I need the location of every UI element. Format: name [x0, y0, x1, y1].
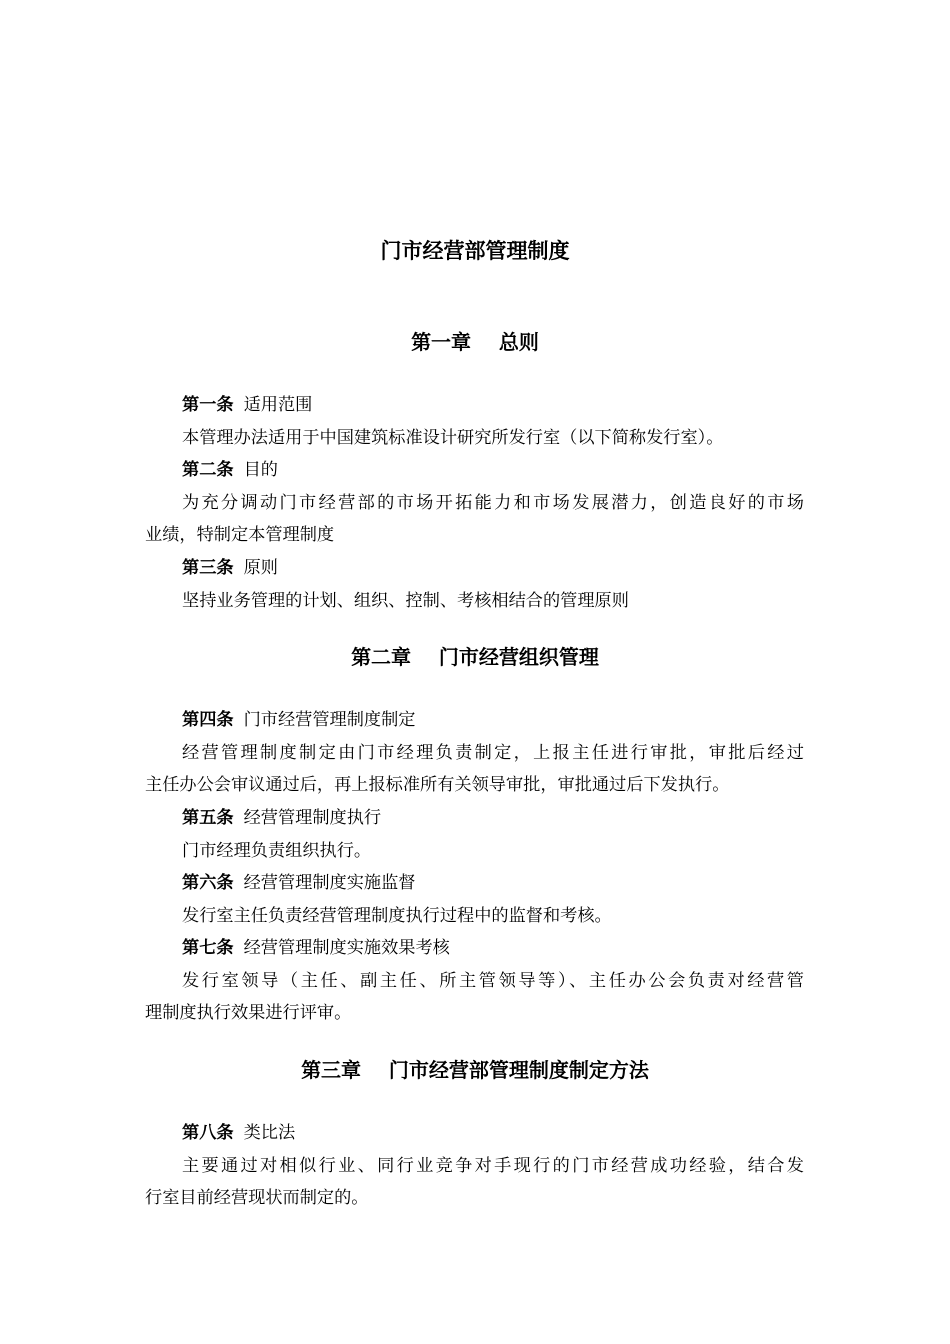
- article-name: 经营管理制度实施效果考核: [243, 938, 450, 958]
- chapter-heading: 第三章 门市经营部管理制度制定方法: [301, 1058, 649, 1082]
- article-number: 第七条: [182, 938, 234, 958]
- article-number: 第三条: [182, 558, 234, 578]
- article-body-line: 发行室领导（主任、副主任、所主管领导等）、主任办公会负责对经营管: [182, 971, 804, 991]
- document-title: 门市经营部管理制度: [380, 239, 570, 263]
- article-name: 目的: [243, 460, 278, 480]
- article-name: 经营管理制度实施监督: [243, 873, 416, 893]
- article-heading: [182, 1120, 862, 1146]
- article-heading: [182, 870, 862, 896]
- article-body-line: 为充分调动门市经营部的市场开拓能力和市场发展潜力，创造良好的市场: [182, 493, 804, 513]
- article-body-line: 坚持业务管理的计划、组织、控制、考核相结合的管理原则: [182, 591, 629, 611]
- article-number: 第一条: [182, 395, 234, 415]
- article-name: 经营管理制度执行: [243, 808, 382, 828]
- article-number: 第五条: [182, 808, 234, 828]
- article-body-line: 经营管理制度制定由门市经理负责制定，上报主任进行审批，审批后经过: [182, 743, 804, 763]
- article-name: 适用范围: [243, 395, 313, 415]
- article-body-line: 本管理办法适用于中国建筑标准设计研究所发行室（以下简称发行室）。: [182, 428, 724, 448]
- article-name: 门市经营管理制度制定: [243, 710, 416, 730]
- article-name: 原则: [243, 558, 278, 578]
- article-number: 第八条: [182, 1123, 234, 1143]
- article-body-line: 业绩，特制定本管理制度: [145, 525, 335, 545]
- article-number: 第四条: [182, 710, 234, 730]
- article-heading: [182, 707, 862, 733]
- article-name: 类比法: [243, 1123, 296, 1143]
- article-body-line: 主要通过对相似行业、同行业竞争对手现行的门市经营成功经验，结合发: [182, 1156, 804, 1176]
- chapter-heading: 第一章 总则: [411, 330, 539, 354]
- article-heading: [182, 935, 862, 961]
- article-body-line: 门市经理负责组织执行。: [182, 841, 372, 861]
- article-body-line: 发行室主任负责经营管理制度执行过程中的监督和考核。: [182, 906, 612, 926]
- article-heading: [182, 457, 862, 483]
- article-number: 第二条: [182, 460, 234, 480]
- article-body-line: 理制度执行效果进行评审。: [145, 1003, 352, 1023]
- article-heading: [182, 555, 862, 581]
- article-body-line: 行室目前经营现状而制定的。: [145, 1188, 369, 1208]
- article-heading: [182, 805, 862, 831]
- article-body-line: 主任办公会审议通过后，再上报标准所有关领导审批，审批通过后下发执行。: [145, 775, 730, 795]
- chapter-heading: 第二章 门市经营组织管理: [351, 645, 599, 669]
- article-number: 第六条: [182, 873, 234, 893]
- article-heading: [182, 392, 862, 418]
